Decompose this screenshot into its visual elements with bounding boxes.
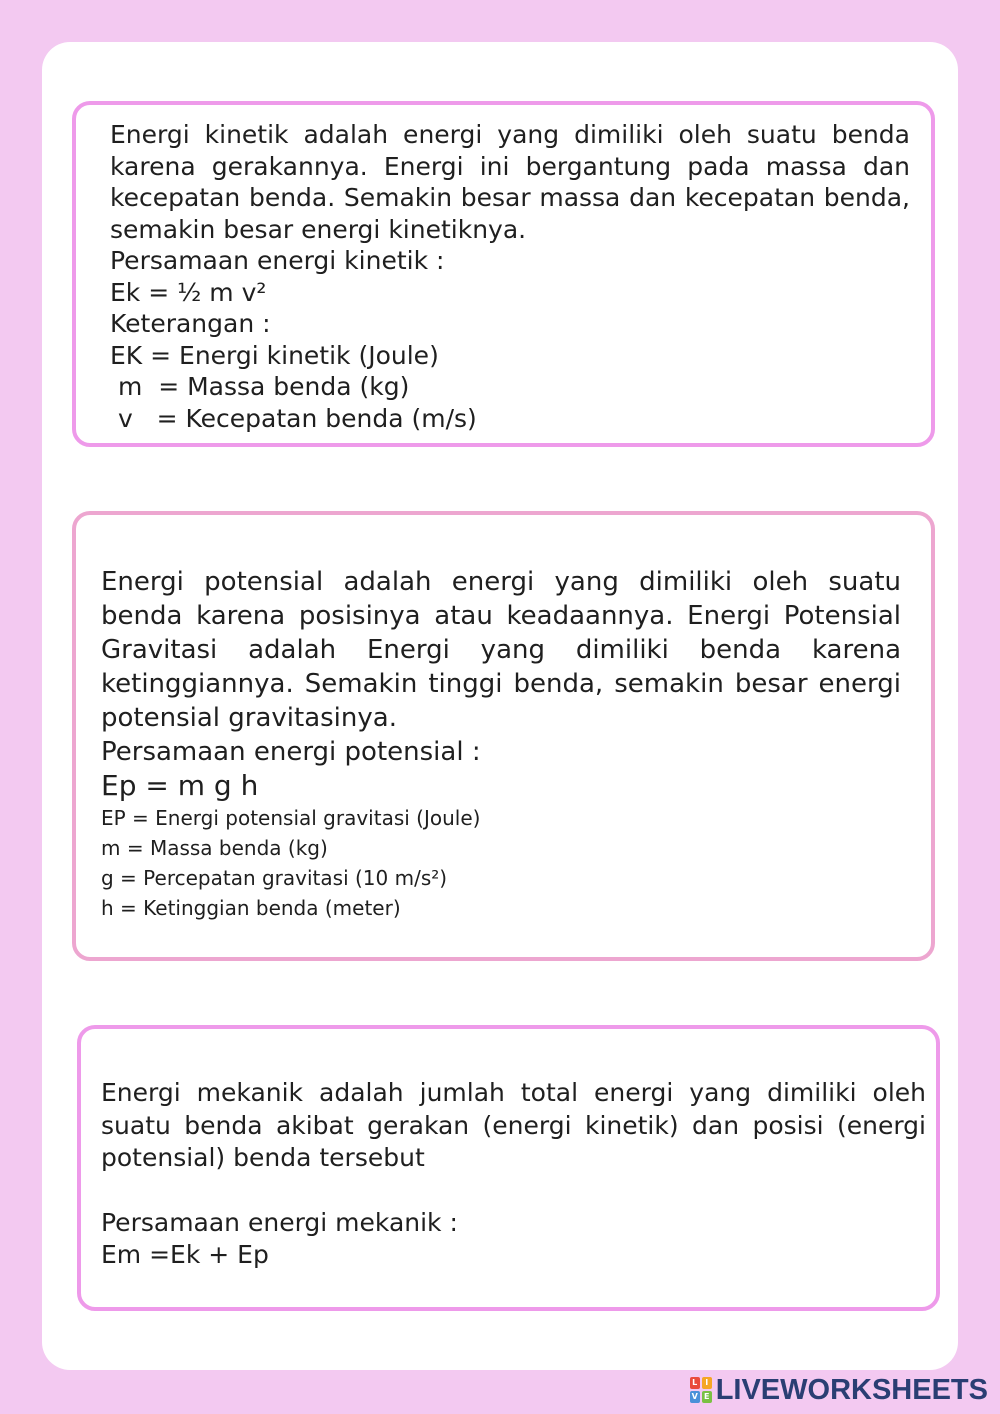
kinetic-energy-paragraph: Energi kinetik adalah energi yang dimiliki oleh suatu benda karena gerakannya. Energi ini bergantung pada massa dan kecepatan benda. Semakin besar massa dan kecepatan benda, semakin besar energi kinetiknya. — [110, 120, 910, 244]
spacer — [101, 1175, 926, 1207]
mechanical-equation-heading: Persamaan energi mekanik : — [101, 1207, 458, 1237]
kinetic-legend-item: EK = Energi kinetik (Joule) — [110, 340, 439, 370]
potential-legend-item: EP = Energi potensial gravitasi (Joule) — [101, 806, 481, 830]
liveworksheets-logo-text: LIVEWORKSHEETS — [715, 1373, 988, 1406]
mechanical-energy-content — [101, 1077, 926, 1272]
mechanical-energy-paragraph: Energi mekanik adalah jumlah total energi yang dimiliki oleh suatu benda akibat gerakan (energi kinetik) dan posisi (energi potensial) benda tersebut — [101, 1078, 926, 1172]
liveworksheets-logo — [690, 1374, 988, 1406]
potential-equation-heading: Persamaan energi potensial : — [101, 737, 481, 767]
potential-energy-paragraph: Energi potensial adalah energi yang dimiliki oleh suatu benda karena posisinya atau keadaannya. Energi Potensial Gravitasi adalah Energi yang dimiliki benda karena ketinggiannya. Semakin tinggi benda, semakin besar energi potensial gravitasinya. — [101, 567, 901, 733]
logo-tile: E — [702, 1391, 712, 1403]
kinetic-energy-card — [72, 101, 935, 447]
kinetic-energy-content — [110, 119, 910, 434]
mechanical-energy-card — [77, 1025, 940, 1311]
kinetic-legend-heading: Keterangan : — [110, 309, 271, 338]
liveworksheets-logo-icon — [690, 1377, 712, 1403]
potential-legend-item: g = Percepatan gravitasi (10 m/s²) — [101, 866, 448, 890]
potential-formula: Ep = m g h — [101, 769, 259, 802]
potential-energy-content — [101, 565, 901, 923]
potential-legend-item: h = Ketinggian benda (meter) — [101, 896, 401, 920]
logo-tile: I — [702, 1377, 712, 1389]
potential-energy-card — [72, 511, 935, 961]
kinetic-legend-item: v = Kecepatan benda (m/s) — [110, 403, 477, 433]
potential-legend-item: m = Massa benda (kg) — [101, 836, 328, 860]
mechanical-formula: Em =Ek + Ep — [101, 1240, 269, 1269]
kinetic-legend-item: m = Massa benda (kg) — [110, 372, 410, 401]
kinetic-equation-heading: Persamaan energi kinetik : — [110, 246, 445, 275]
kinetic-formula: Ek = ½ m v² — [110, 277, 267, 307]
logo-tile: V — [691, 1392, 698, 1401]
logo-tile: L — [690, 1377, 700, 1389]
